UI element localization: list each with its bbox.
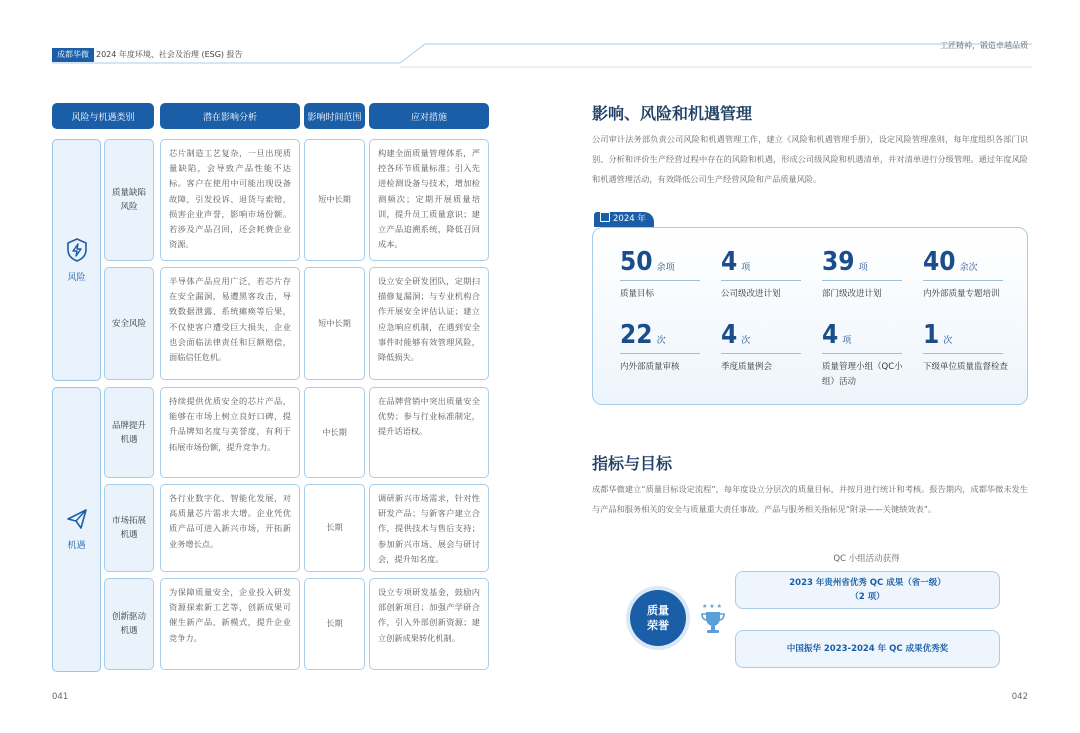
th-measure: 应对措施: [369, 103, 489, 129]
award-guizhou: [735, 571, 1000, 609]
section-title-targets: 指标与目标: [592, 454, 673, 473]
stat-label: 质量目标: [620, 289, 655, 299]
stat-item: [923, 321, 1015, 375]
stat-number: 50: [620, 247, 653, 277]
stat-number: 1: [923, 320, 940, 350]
section-title-impact: 影响、风险和机遇管理: [592, 104, 753, 123]
stat-unit: 余次: [959, 263, 978, 273]
year-tag: [594, 212, 654, 227]
award-zhenhua: [735, 630, 1000, 668]
paper-plane-icon: [66, 508, 88, 530]
stat-label: 公司级改进计划: [721, 289, 781, 299]
table-impact-cell-text: 芯片制造工艺复杂，一旦出现质量缺陷，会导致产品性能不达标。客户在使用中可能出现设备故障，引发投诉、退货与索赔，损害企业声誉，影响市场份额。若涉及产品召回，还会耗费企业资源。: [169, 148, 291, 250]
stat-divider: [923, 353, 1003, 354]
stat-unit: 项: [741, 263, 751, 273]
award-guizhou-line2: （2 项）: [850, 592, 885, 602]
honor-line1: 质量: [647, 604, 669, 617]
stat-item: [822, 321, 914, 390]
category-opportunity: [52, 387, 101, 672]
table-measure-cell: [369, 578, 489, 670]
table-measure-cell: [369, 139, 489, 261]
stat-item: [721, 248, 813, 302]
table-measure-cell: [369, 484, 489, 572]
table-measure-cell-text: 设立专项研发基金，鼓励内部创新项目；加强产学研合作，引入外部创新资源；建立创新成果转化机制。: [378, 587, 480, 643]
table-measure-cell: [369, 387, 489, 478]
table-impact-cell-text: 持续提供优质安全的芯片产品，能够在市场上树立良好口碑，提升品牌知名度与美誉度，有利于拓展市场份额，提升竞争力。: [169, 396, 291, 452]
year-label: 2024 年: [613, 214, 646, 224]
table-measure-cell-text: 设立安全研发团队，定期扫描修复漏洞；与专业机构合作开展安全评估认证；建立应急响应机制，在遇到安全事件时能够有效管理风险，降低损失。: [378, 276, 480, 363]
stat-unit: 次: [943, 336, 953, 346]
table-subcategory: 创新驱动 机遇: [104, 578, 154, 670]
stat-label: 质量管理小组（QC小组）活动: [822, 362, 903, 387]
stat-unit: 项: [858, 263, 868, 273]
table-impact-cell-text: 为保障质量安全，企业投入研发资源探索新工艺等，创新成果可催生新产品、新模式，提升企业竞争力。: [169, 587, 291, 643]
table-impact-cell: [160, 578, 300, 670]
stat-divider: [923, 280, 1003, 281]
stat-item: [620, 248, 712, 302]
section-body-targets: 成都华微建立“质量目标设定流程”，每年度设立分层次的质量目标，并按月进行统计和考核。报告期内，成都华微未发生与产品和服务相关的安全与质量重大责任事故。产品与服务相关指标见“附录——关键绩效表”。: [592, 484, 1028, 514]
stat-divider: [620, 353, 700, 354]
table-measure-cell-text: 调研新兴市场需求，针对性研发产品；与新客户建立合作，提供技术与售后支持；参加新兴市场、展会与研讨会，提升知名度。: [378, 493, 480, 564]
slogan: 工匠精神，锻造卓越品质: [940, 41, 1028, 50]
stat-divider: [721, 280, 801, 281]
table-subcategory: 质量缺陷 风险: [104, 139, 154, 261]
award-guizhou-line1: 2023 年贵州省优秀 QC 成果（省一级）: [789, 578, 946, 588]
stat-item: [620, 321, 712, 375]
honor-line2: 荣誉: [647, 619, 669, 632]
brand-tag: 成都华微: [52, 48, 94, 62]
stat-unit: 项: [842, 336, 852, 346]
stat-number: 22: [620, 320, 653, 350]
stat-item: [822, 248, 914, 302]
stat-divider: [620, 280, 700, 281]
stat-divider: [822, 280, 902, 281]
stat-unit: 余项: [656, 263, 675, 273]
page-number-right: 042: [1011, 692, 1028, 702]
report-title: 2024 年度环境、社会及治理 (ESG) 报告: [96, 50, 243, 59]
stat-number: 4: [822, 320, 839, 350]
section-body-impact: 公司审计法务部负责公司风险和机遇管理工作，建立《风险和机遇管理手册》，设定风险管理准则，每年度组织各部门识别、分析和评价生产经营过程中存在的风险和机遇，形成公司级风险和机遇清单，并对清单进行分级管理。通过年度风险和机遇管理活动，有效降低公司生产经营风险和产品质量风险。: [592, 134, 1028, 184]
calendar-icon: [600, 212, 610, 222]
page-number-left: 041: [52, 692, 69, 702]
stat-unit: 次: [656, 336, 666, 346]
stat-label: 内外部质量审核: [620, 362, 680, 372]
table-impact-cell: [160, 387, 300, 478]
stat-unit: 次: [741, 336, 751, 346]
header-divider: [0, 40, 1080, 70]
stat-number: 40: [923, 247, 956, 277]
stat-number: 4: [721, 247, 738, 277]
stat-divider: [721, 353, 801, 354]
table-impact-cell: [160, 267, 300, 380]
table-measure-cell: [369, 267, 489, 380]
table-subcategory: 安全风险: [104, 267, 154, 380]
category-opportunity-label: 机遇: [67, 541, 86, 551]
table-measure-cell-text: 在品牌营销中突出质量安全优势；参与行业标准制定，提升话语权。: [378, 396, 480, 437]
table-subcategory: 品牌提升 机遇: [104, 387, 154, 478]
stat-label: 季度质量例会: [721, 362, 773, 372]
stat-number: 4: [721, 320, 738, 350]
stat-number: 39: [822, 247, 855, 277]
trophy-icon: [696, 600, 730, 636]
table-impact-cell: [160, 484, 300, 572]
stat-item: [923, 248, 1015, 302]
table-measure-cell-text: 构建全面质量管理体系，严控各环节质量标准；引入先进检测设备与技术，增加检测频次；定期开展质量培训，提升员工质量意识；建立产品追溯系统，降低召回成本。: [378, 148, 480, 250]
stat-divider: [822, 353, 902, 354]
stat-label: 下级单位质量监督检查: [923, 362, 1009, 372]
th-impact: 潜在影响分析: [160, 103, 300, 129]
svg-text:★ ★ ★: ★ ★ ★: [702, 603, 722, 610]
th-period: 影响时间范围: [304, 103, 365, 129]
table-impact-cell-text: 各行业数字化、智能化发展，对高质量芯片需求大增。企业凭优质产品可进入新兴市场，开拓新业务增长点。: [169, 493, 291, 549]
table-impact-cell-text: 半导体产品应用广泛，若芯片存在安全漏洞，易遭黑客攻击，导致数据泄露、系统瘫痪等后果，不仅使客户遭受巨大损失，企业也会面临法律责任和巨额赔偿，面临信任危机。: [169, 276, 291, 363]
table-subcategory: 市场拓展 机遇: [104, 484, 154, 572]
table-period-cell: 短中长期: [304, 267, 365, 380]
lightning-shield-icon: [66, 238, 88, 262]
table-period-cell: 长期: [304, 484, 365, 572]
table-period-cell: 短中长期: [304, 139, 365, 261]
category-risk-label: 风险: [67, 272, 86, 283]
stat-label: 内外部质量专题培训: [923, 289, 1000, 299]
stat-label: 部门级改进计划: [822, 289, 882, 299]
category-risk: [52, 139, 101, 381]
honor-caption: QC 小组活动获得: [833, 554, 900, 564]
quality-honor-badge: [630, 590, 686, 646]
award-zhenhua-text: 中国振华 2023-2024 年 QC 成果优秀奖: [786, 644, 949, 654]
table-period-cell: 长期: [304, 578, 365, 670]
stat-item: [721, 321, 813, 375]
table-period-cell: 中长期: [304, 387, 365, 478]
th-category: 风险与机遇类别: [52, 103, 154, 129]
table-impact-cell: [160, 139, 300, 261]
